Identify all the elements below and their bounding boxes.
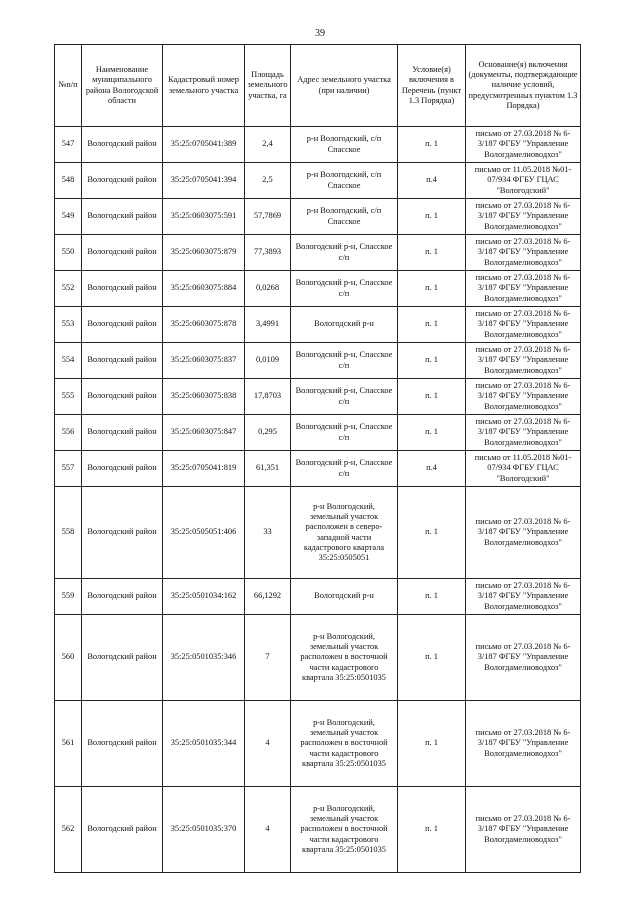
cell-num: 559 [55, 579, 82, 615]
table-row [55, 701, 581, 787]
cell-basis: письмо от 27.03.2018 № 6-3/187 ФГБУ "Управление Вологдамелиоводхоз" [466, 701, 581, 787]
cell-condition: п. 1 [398, 307, 466, 343]
cell-address: р-н Вологодский, земельный участок расположен в северо-западной части кадастрового квартала 35:25:0505051 [291, 487, 398, 579]
cell-cadastral: 35:25:0603075:837 [163, 343, 245, 379]
cell-condition: п. 1 [398, 701, 466, 787]
cell-basis: письмо от 27.03.2018 № 6-3/187 ФГБУ "Управление Вологдамелиоводхоз" [466, 379, 581, 415]
cell-area: 0,0268 [245, 271, 291, 307]
cell-cadastral: 35:25:0603075:591 [163, 199, 245, 235]
cell-area: 0,0109 [245, 343, 291, 379]
cell-district: Вологодский район [82, 451, 163, 487]
cell-cadastral: 35:25:0603075:847 [163, 415, 245, 451]
cell-area: 7 [245, 615, 291, 701]
cell-cadastral: 35:25:0603075:884 [163, 271, 245, 307]
cell-district: Вологодский район [82, 343, 163, 379]
table-row [55, 487, 581, 579]
cell-address: Вологодский р-н [291, 579, 398, 615]
cell-num: 549 [55, 199, 82, 235]
cell-basis: письмо от 11.05.2018 №01-07/934 ФГБУ ГЦАС "Вологодский" [466, 163, 581, 199]
header-district: Наименование муниципального района Вологодской области [82, 45, 163, 127]
cell-num: 552 [55, 271, 82, 307]
cell-basis: письмо от 27.03.2018 № 6-3/187 ФГБУ "Управление Вологдамелиоводхоз" [466, 487, 581, 579]
cell-basis: письмо от 27.03.2018 № 6-3/187 ФГБУ "Управление Вологдамелиоводхоз" [466, 787, 581, 873]
cell-cadastral: 35:25:0705041:389 [163, 127, 245, 163]
cell-district: Вологодский район [82, 199, 163, 235]
cell-area: 77,3893 [245, 235, 291, 271]
cell-address: Вологодский р-н, Спасское с/п [291, 451, 398, 487]
cell-district: Вологодский район [82, 579, 163, 615]
table-row [55, 271, 581, 307]
cell-num: 558 [55, 487, 82, 579]
cell-district: Вологодский район [82, 615, 163, 701]
cell-address: р-н Вологодский, с/п Спасское [291, 127, 398, 163]
cell-condition: п. 1 [398, 379, 466, 415]
cell-address: р-н Вологодский, земельный участок расположен в восточной части кадастрового квартала 35:25:0501035 [291, 615, 398, 701]
table-body [55, 127, 581, 873]
table-row [55, 235, 581, 271]
table-row [55, 163, 581, 199]
header-condition: Условие(я) включения в Перечень (пункт 1.3 Порядка) [398, 45, 466, 127]
table-row [55, 787, 581, 873]
table-row [55, 451, 581, 487]
cell-cadastral: 35:25:0603075:878 [163, 307, 245, 343]
cell-condition: п. 1 [398, 343, 466, 379]
page-number: 39 [315, 28, 325, 39]
cell-address: Вологодский р-н, Спасское с/п [291, 415, 398, 451]
cell-cadastral: 35:25:0505051:406 [163, 487, 245, 579]
cell-num: 555 [55, 379, 82, 415]
cell-condition: п.4 [398, 451, 466, 487]
cell-num: 548 [55, 163, 82, 199]
cell-num: 550 [55, 235, 82, 271]
cell-address: р-н Вологодский, земельный участок расположен в восточной части кадастрового квартала 35:25:0501035 [291, 701, 398, 787]
cell-basis: письмо от 27.03.2018 № 6-3/187 ФГБУ "Управление Вологдамелиоводхоз" [466, 415, 581, 451]
table-row [55, 579, 581, 615]
cell-cadastral: 35:25:0603075:838 [163, 379, 245, 415]
cell-basis: письмо от 11.05.2018 №01-07/934 ФГБУ ГЦАС "Вологодский" [466, 451, 581, 487]
cell-area: 33 [245, 487, 291, 579]
cell-basis: письмо от 27.03.2018 № 6-3/187 ФГБУ "Управление Вологдамелиоводхоз" [466, 307, 581, 343]
cell-address: р-н Вологодский, с/п Спасское [291, 163, 398, 199]
cell-cadastral: 35:25:0501035:344 [163, 701, 245, 787]
cell-condition: п. 1 [398, 487, 466, 579]
cell-num: 561 [55, 701, 82, 787]
cell-num: 560 [55, 615, 82, 701]
cell-address: Вологодский р-н, Спасское с/п [291, 235, 398, 271]
cell-basis: письмо от 27.03.2018 № 6-3/187 ФГБУ "Управление Вологдамелиоводхоз" [466, 199, 581, 235]
cell-area: 57,7869 [245, 199, 291, 235]
cell-area: 4 [245, 787, 291, 873]
cell-cadastral: 35:25:0705041:394 [163, 163, 245, 199]
cell-num: 547 [55, 127, 82, 163]
cell-cadastral: 35:25:0501034:162 [163, 579, 245, 615]
cell-num: 562 [55, 787, 82, 873]
cell-address: Вологодский р-н, Спасское с/п [291, 343, 398, 379]
cell-condition: п. 1 [398, 615, 466, 701]
cell-area: 17,8703 [245, 379, 291, 415]
cell-area: 4 [245, 701, 291, 787]
cell-condition: п. 1 [398, 579, 466, 615]
cell-num: 556 [55, 415, 82, 451]
cell-district: Вологодский район [82, 163, 163, 199]
cell-basis: письмо от 27.03.2018 № 6-3/187 ФГБУ "Управление Вологдамелиоводхоз" [466, 271, 581, 307]
cell-condition: п.4 [398, 163, 466, 199]
cell-district: Вологодский район [82, 379, 163, 415]
cell-basis: письмо от 27.03.2018 № 6-3/187 ФГБУ "Управление Вологдамелиоводхоз" [466, 579, 581, 615]
cell-cadastral: 35:25:0501035:370 [163, 787, 245, 873]
cell-area: 61,351 [245, 451, 291, 487]
cell-district: Вологодский район [82, 271, 163, 307]
cell-basis: письмо от 27.03.2018 № 6-3/187 ФГБУ "Управление Вологдамелиоводхоз" [466, 235, 581, 271]
cell-area: 66,1292 [245, 579, 291, 615]
cell-condition: п. 1 [398, 199, 466, 235]
cell-address: р-н Вологодский, с/п Спасское [291, 199, 398, 235]
cell-district: Вологодский район [82, 487, 163, 579]
cell-condition: п. 1 [398, 271, 466, 307]
cell-area: 2,4 [245, 127, 291, 163]
header-num: №п/п [55, 45, 82, 127]
cell-basis: письмо от 27.03.2018 № 6-3/187 ФГБУ "Управление Вологдамелиоводхоз" [466, 615, 581, 701]
cell-num: 554 [55, 343, 82, 379]
table-row [55, 379, 581, 415]
cell-district: Вологодский район [82, 235, 163, 271]
cell-district: Вологодский район [82, 307, 163, 343]
cell-area: 0,295 [245, 415, 291, 451]
cell-basis: письмо от 27.03.2018 № 6-3/187 ФГБУ "Управление Вологдамелиоводхоз" [466, 343, 581, 379]
cell-condition: п. 1 [398, 127, 466, 163]
table-row [55, 343, 581, 379]
cell-basis: письмо от 27.03.2018 № 6-3/187 ФГБУ "Управление Вологдамелиоводхоз" [466, 127, 581, 163]
cell-district: Вологодский район [82, 787, 163, 873]
table-header-row [55, 45, 581, 127]
table-row [55, 127, 581, 163]
header-area: Площадь земельного участка, га [245, 45, 291, 127]
cell-area: 3,4991 [245, 307, 291, 343]
cell-num: 557 [55, 451, 82, 487]
cell-address: Вологодский р-н, Спасское с/п [291, 271, 398, 307]
header-address: Адрес земельного участка (при наличии) [291, 45, 398, 127]
cell-address: Вологодский р-н, Спасское с/п [291, 379, 398, 415]
land-plots-table [54, 44, 581, 873]
cell-district: Вологодский район [82, 415, 163, 451]
header-cadastral: Кадастровый номер земельного участка [163, 45, 245, 127]
cell-district: Вологодский район [82, 127, 163, 163]
cell-cadastral: 35:25:0603075:879 [163, 235, 245, 271]
cell-address: р-н Вологодский, земельный участок расположен в восточной части кадастрового квартала 35:25:0501035 [291, 787, 398, 873]
cell-cadastral: 35:25:0705041:819 [163, 451, 245, 487]
table-row [55, 615, 581, 701]
cell-condition: п. 1 [398, 787, 466, 873]
cell-district: Вологодский район [82, 701, 163, 787]
cell-area: 2,5 [245, 163, 291, 199]
cell-address: Вологодский р-н [291, 307, 398, 343]
table-row [55, 415, 581, 451]
cell-num: 553 [55, 307, 82, 343]
cell-cadastral: 35:25:0501035:346 [163, 615, 245, 701]
table-row [55, 199, 581, 235]
cell-condition: п. 1 [398, 415, 466, 451]
cell-condition: п. 1 [398, 235, 466, 271]
header-basis: Основание(я) включения (документы, подтверждающие наличие условий, предусмотренных пунктом 1.3 Порядка) [466, 45, 581, 127]
table-row [55, 307, 581, 343]
